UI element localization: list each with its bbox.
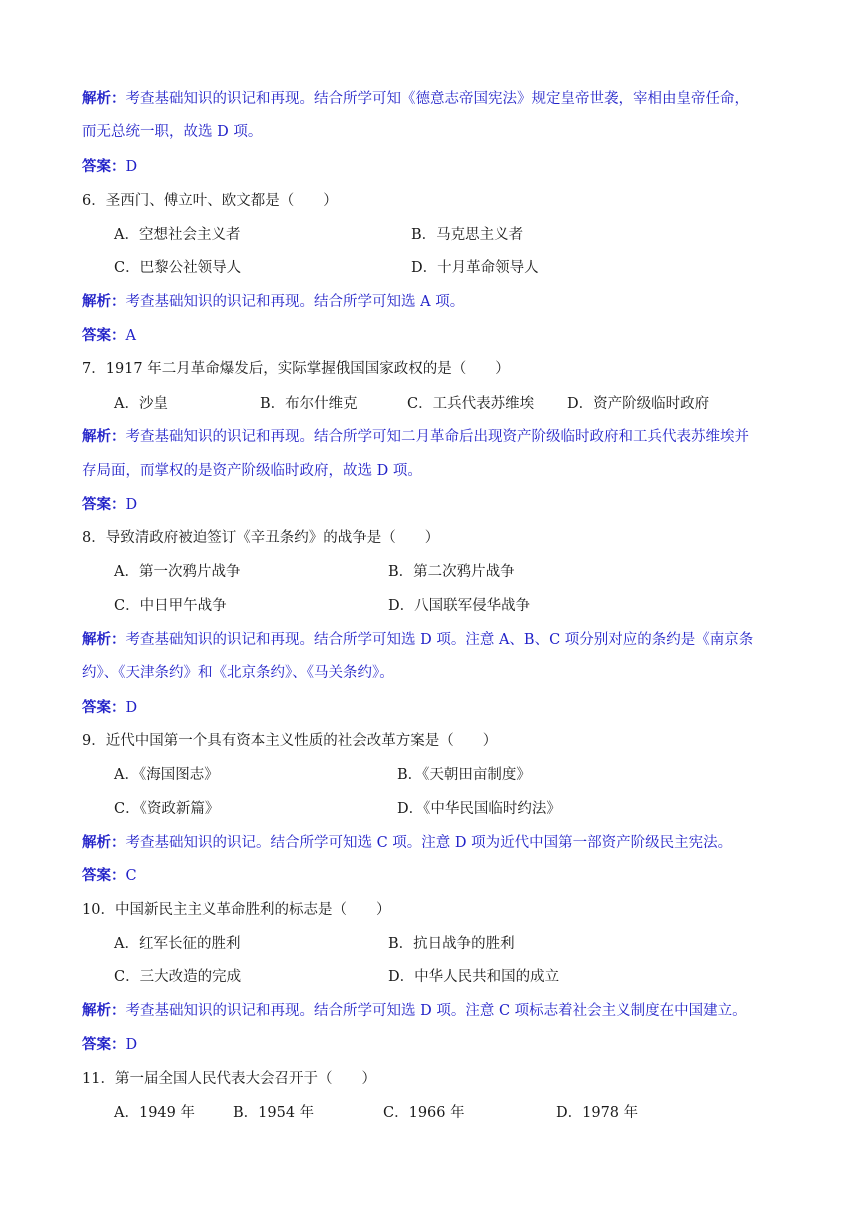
option-a: A．沙皇	[114, 396, 168, 412]
option-a: A．第一次鸦片战争	[114, 564, 241, 580]
explanation-label: 解析：	[82, 834, 126, 851]
answer-value: C	[125, 868, 137, 884]
option-d: D．1978 年	[556, 1105, 639, 1121]
option-a: A．空想社会主义者	[114, 227, 241, 243]
explanation-text: 考查基础知识的识记。结合所学可知选 C 项。注意 D 项为近代中国第一部资产阶级民主宪法。	[125, 835, 733, 851]
explanation-line: 存局面，而掌权的是资产阶级临时政府，故选 D 项。	[82, 463, 422, 479]
explanation-text: 考查基础知识的识记和再现。结合所学可知选 D 项。注意 C 项标志着社会主义制度在中国建立。	[125, 1003, 747, 1019]
explanation-line: 约》、《天津条约》和《北京条约》、《马关条约》。	[82, 665, 394, 681]
answer-label: 答案：	[82, 327, 126, 344]
explanation-line	[82, 292, 800, 312]
option-c: C．工兵代表苏维埃	[407, 396, 535, 412]
answer-line	[82, 698, 800, 718]
option-d: D．十月革命领导人	[411, 260, 539, 276]
explanation-label: 解析：	[82, 631, 126, 648]
answer-label: 答案：	[82, 699, 126, 716]
option-b: B．抗日战争的胜利	[388, 936, 515, 952]
option-a: A．《海国图志》	[114, 767, 219, 783]
option-b: B．《天朝田亩制度》	[397, 767, 531, 783]
answer-label: 答案：	[82, 867, 126, 884]
answer-value: D	[125, 159, 138, 175]
option-b: B．马克思主义者	[411, 227, 524, 243]
answer-value: D	[125, 497, 138, 513]
answer-label: 答案：	[82, 496, 126, 513]
explanation-label: 解析：	[82, 1002, 126, 1019]
option-d: D．中华人民共和国的成立	[388, 969, 560, 985]
question-stem: 10．中国新民主主义革命胜利的标志是（ ）	[82, 902, 391, 918]
answer-line	[82, 495, 800, 515]
answer-value: D	[125, 700, 138, 716]
option-c: C．1966 年	[383, 1105, 465, 1121]
option-d: D．八国联军侵华战争	[388, 598, 531, 614]
option-a: A．1949 年	[114, 1105, 195, 1121]
option-a: A．红军长征的胜利	[114, 936, 241, 952]
option-c: C．巴黎公社领导人	[114, 260, 242, 276]
question-stem: 6．圣西门、傅立叶、欧文都是（ ）	[82, 193, 338, 209]
option-d: D．《中华民国临时约法》	[397, 801, 561, 817]
option-b: B．第二次鸦片战争	[388, 564, 515, 580]
explanation-label: 解析：	[82, 428, 126, 445]
explanation-line	[82, 89, 800, 109]
answer-label: 答案：	[82, 158, 126, 175]
option-c: C．《资政新篇》	[114, 801, 220, 817]
explanation-label: 解析：	[82, 90, 126, 107]
answer-line	[82, 866, 800, 886]
explanation-line: 而无总统一职，故选 D 项。	[82, 124, 263, 140]
option-c: C．三大改造的完成	[114, 969, 242, 985]
explanation-line	[82, 427, 800, 447]
explanation-text: 考查基础知识的识记和再现。结合所学可知《德意志帝国宪法》规定皇帝世袭，宰相由皇帝任命，	[125, 91, 749, 107]
option-c: C．中日甲午战争	[114, 598, 227, 614]
explanation-line	[82, 1001, 800, 1021]
answer-value: D	[125, 1037, 138, 1053]
question-stem: 7．1917 年二月革命爆发后，实际掌握俄国国家政权的是（ ）	[82, 361, 510, 377]
answer-label: 答案：	[82, 1036, 126, 1053]
answer-value: A	[125, 328, 136, 344]
explanation-line	[82, 833, 800, 853]
explanation-line	[82, 630, 800, 650]
question-stem: 9．近代中国第一个具有资本主义性质的社会改革方案是（ ）	[82, 733, 498, 749]
question-stem: 11．第一届全国人民代表大会召开于（ ）	[82, 1071, 376, 1087]
answer-line	[82, 1035, 800, 1055]
explanation-text: 考查基础知识的识记和再现。结合所学可知选 A 项。	[125, 294, 465, 310]
option-b: B．布尔什维克	[260, 396, 358, 412]
option-b: B．1954 年	[233, 1105, 315, 1121]
explanation-text: 考查基础知识的识记和再现。结合所学可知二月革命后出现资产阶级临时政府和工兵代表苏维埃并	[125, 429, 749, 445]
option-d: D．资产阶级临时政府	[567, 396, 710, 412]
answer-line	[82, 157, 800, 177]
question-stem: 8．导致清政府被迫签订《辛丑条约》的战争是（ ）	[82, 530, 440, 546]
answer-line	[82, 326, 800, 346]
explanation-text: 考查基础知识的识记和再现。结合所学可知选 D 项。注意 A、B、C 项分别对应的条约是《南京条	[125, 632, 754, 648]
explanation-label: 解析：	[82, 293, 126, 310]
